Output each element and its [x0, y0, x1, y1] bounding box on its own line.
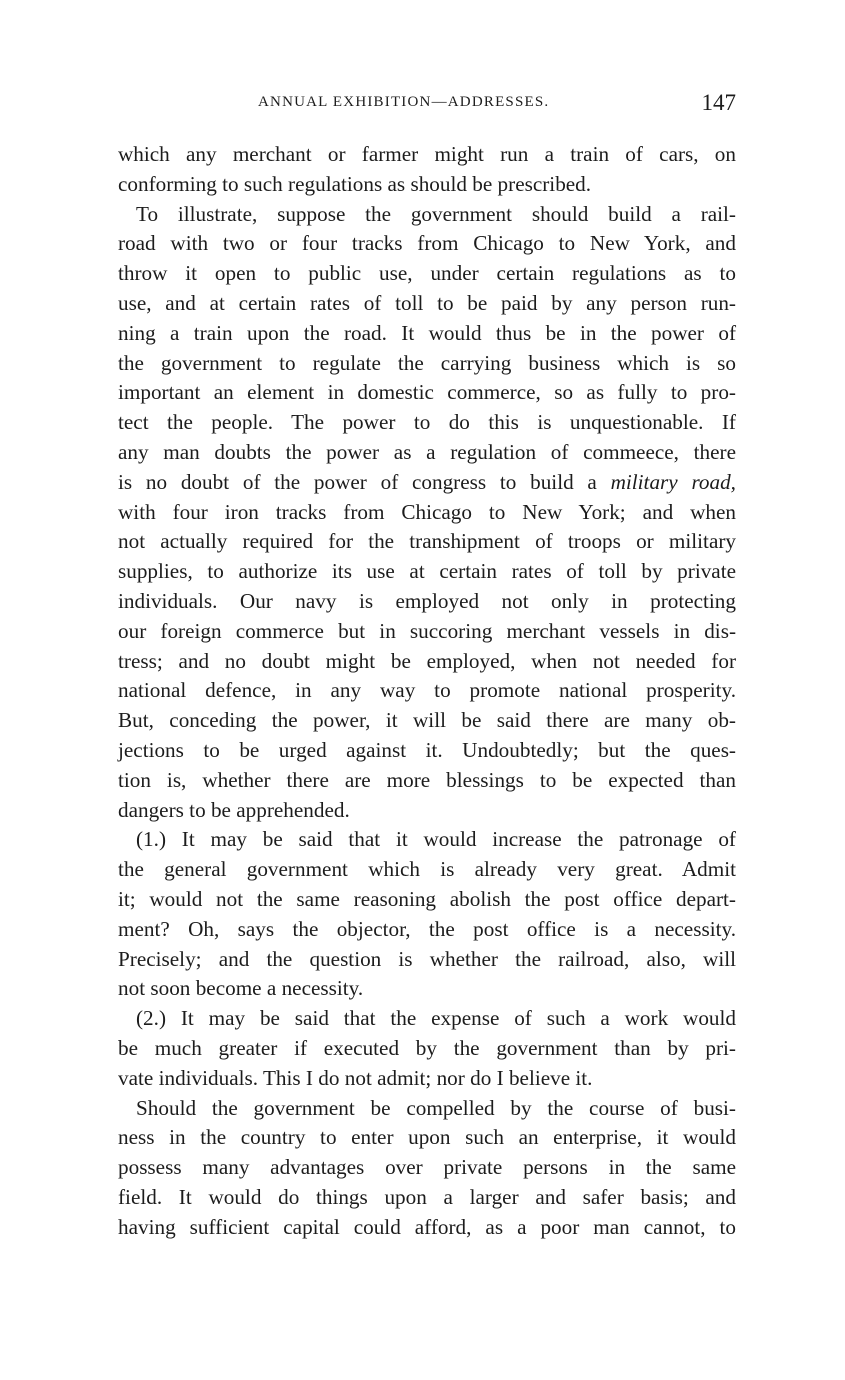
text-line: use, and at certain rates of toll to be paid by any person run-	[118, 290, 736, 315]
text-line: ment? Oh, says the objector, the post office is a necessity.	[118, 916, 736, 941]
italic-phrase: military road,	[610, 469, 736, 494]
text-line: having sufficient capital could afford, as a poor man cannot, to	[118, 1214, 736, 1239]
text-line: supplies, to authorize its use at certain rates of toll by private	[118, 559, 736, 584]
text-line: (1.) It may be said that it would increase the patronage of	[136, 827, 736, 852]
text-line: But, conceding the power, it will be said there are many ob-	[118, 708, 736, 733]
text-line: with four iron tracks from Chicago to New York; and when	[118, 499, 736, 524]
text-line: Should the government be compelled by the course of busi-	[136, 1095, 736, 1120]
text-line: which any merchant or farmer might run a train of cars, on	[118, 142, 736, 166]
page-number: 147	[701, 90, 736, 115]
text-line: possess many advantages over private persons in the same	[118, 1155, 736, 1180]
running-head	[120, 92, 740, 122]
text-line: any man doubts the power as a regulation of commeece, there	[118, 439, 736, 464]
text-line: (2.) It may be said that the expense of such a work would	[136, 1006, 736, 1031]
text-line: our foreign commerce but in succoring merchant vessels in dis-	[118, 618, 736, 643]
running-title: ANNUAL EXHIBITION—ADDRESSES.	[258, 94, 550, 110]
text-line: individuals. Our navy is employed not only in protecting	[118, 588, 736, 613]
text-line: tion is, whether there are more blessings to be expected than	[118, 767, 736, 792]
text-line: road with two or four tracks from Chicago to New York, and	[118, 231, 736, 256]
text-line: field. It would do things upon a larger and safer basis; and	[118, 1184, 736, 1209]
text-line: ning a train upon the road. It would thus be in the power of	[118, 320, 736, 345]
text-line: it; would not the same reasoning abolish the post office depart-	[118, 886, 736, 911]
text-line: not soon become a necessity.	[118, 976, 364, 1001]
text-line: tress; and no doubt might be employed, when not needed for	[118, 648, 736, 673]
text-line: dangers to be apprehended.	[118, 797, 350, 822]
body-text	[118, 140, 736, 1242]
text-line: national defence, in any way to promote national prosperity.	[118, 678, 736, 703]
text-line: throw it open to public use, under certain regulations as to	[118, 261, 736, 286]
text-line: Precisely; and the question is whether the railroad, also, will	[118, 946, 736, 971]
text-line: jections to be urged against it. Undoubtedly; but the ques-	[118, 737, 736, 762]
text-line: tect the people. The power to do this is unquestionable. If	[118, 410, 736, 435]
text-line: To illustrate, suppose the government should build a rail-	[136, 201, 736, 226]
text-line: important an element in domestic commerce, so as fully to pro-	[118, 380, 736, 405]
text-line: not actually required for the transhipment of troops or military	[118, 529, 736, 554]
text-line: ness in the country to enter upon such an enterprise, it would	[118, 1125, 736, 1150]
text-line: vate individuals. This I do not admit; nor do I believe it.	[118, 1065, 593, 1090]
text-line: conforming to such regulations as should be prescribed.	[118, 171, 592, 196]
text-line: the government to regulate the carrying business which is so	[118, 350, 736, 375]
text-line: be much greater if executed by the government than by pri-	[118, 1035, 736, 1060]
text-line-with-italic	[118, 468, 736, 498]
text-line: the general government which is already very great. Admit	[118, 857, 736, 882]
text-line-segment: is no doubt of the power of congress to build a	[118, 469, 611, 494]
